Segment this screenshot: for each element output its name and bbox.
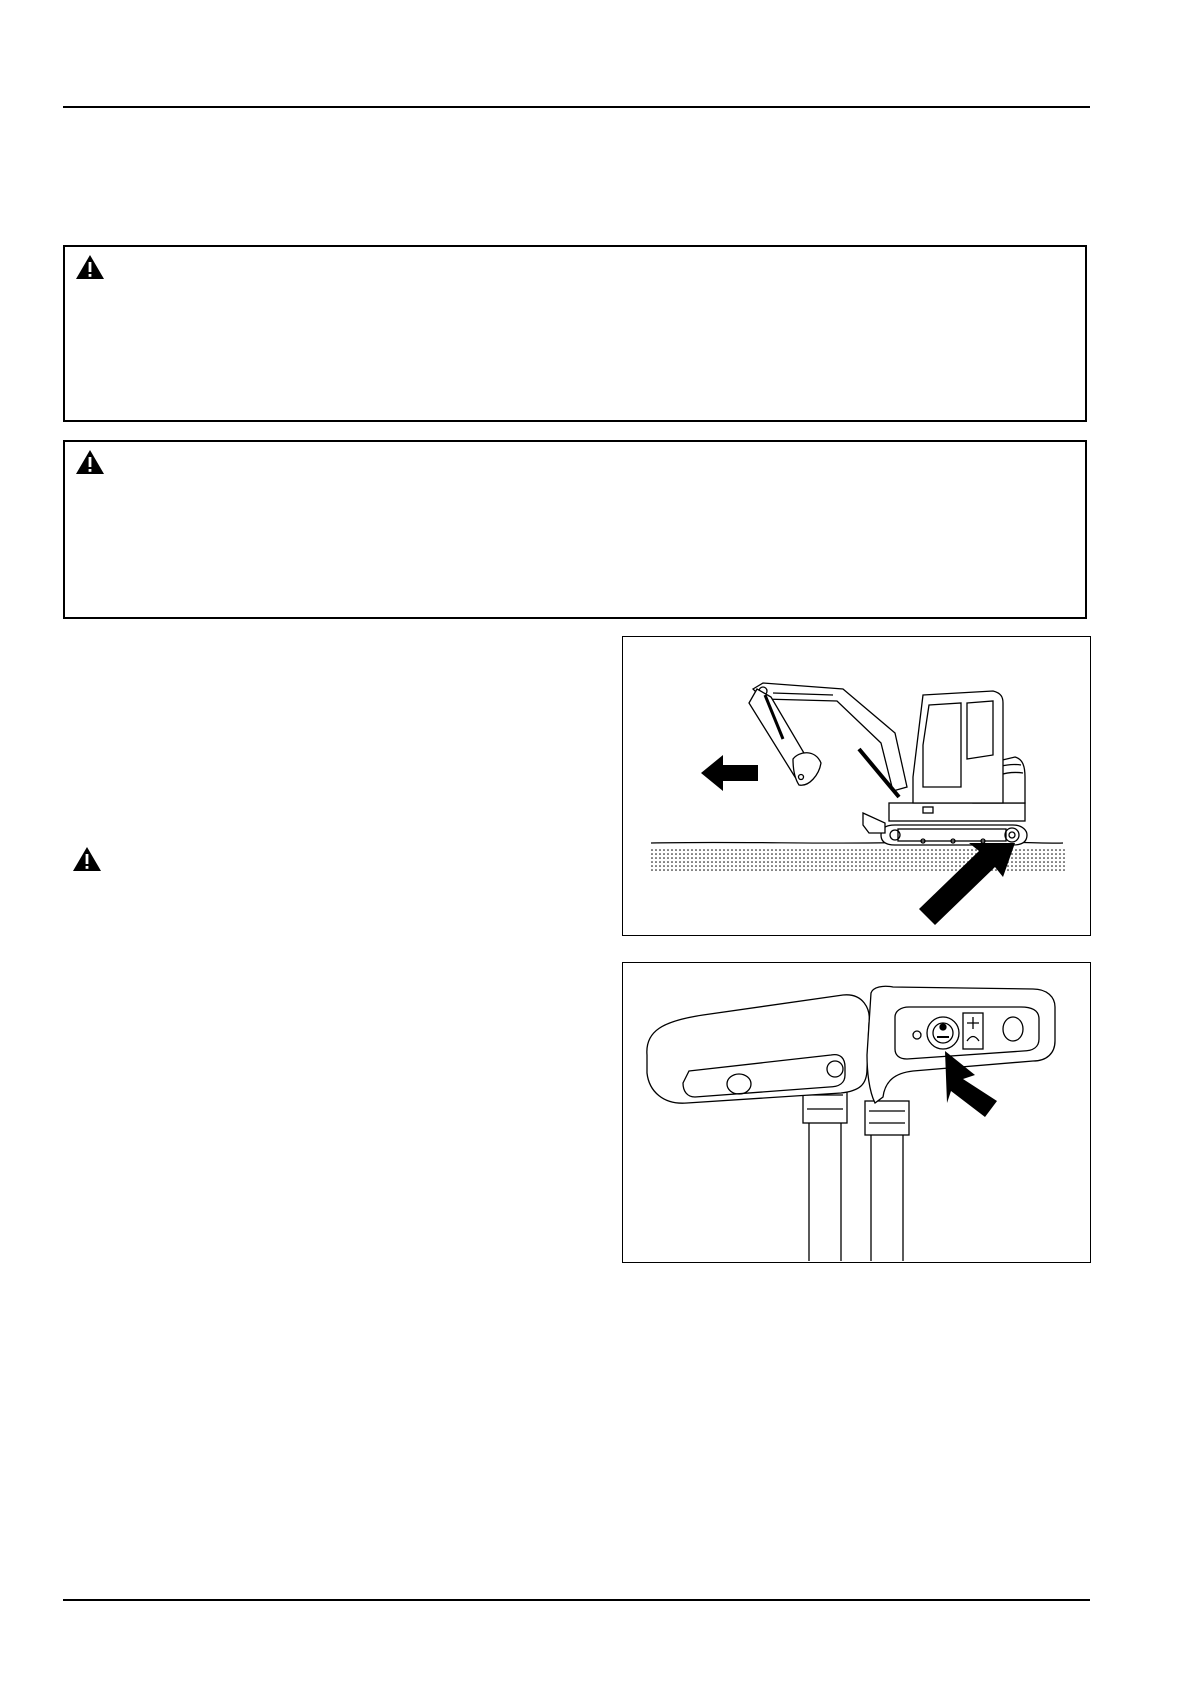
warning-box-1 xyxy=(63,245,1087,422)
excavator-travel-figure xyxy=(622,636,1091,936)
header-rule xyxy=(63,106,1090,108)
excavator-illustration xyxy=(749,683,1027,845)
joystick-travel-speed-button-figure xyxy=(622,962,1091,1263)
travel-direction-arrow xyxy=(701,755,758,791)
warning-box-2 xyxy=(63,440,1087,619)
warning-triangle-icon xyxy=(75,449,105,475)
footer-rule xyxy=(63,1599,1090,1601)
warning-triangle-icon xyxy=(75,254,105,280)
joystick-illustration xyxy=(647,986,1055,1261)
warning-triangle-icon xyxy=(72,846,102,872)
